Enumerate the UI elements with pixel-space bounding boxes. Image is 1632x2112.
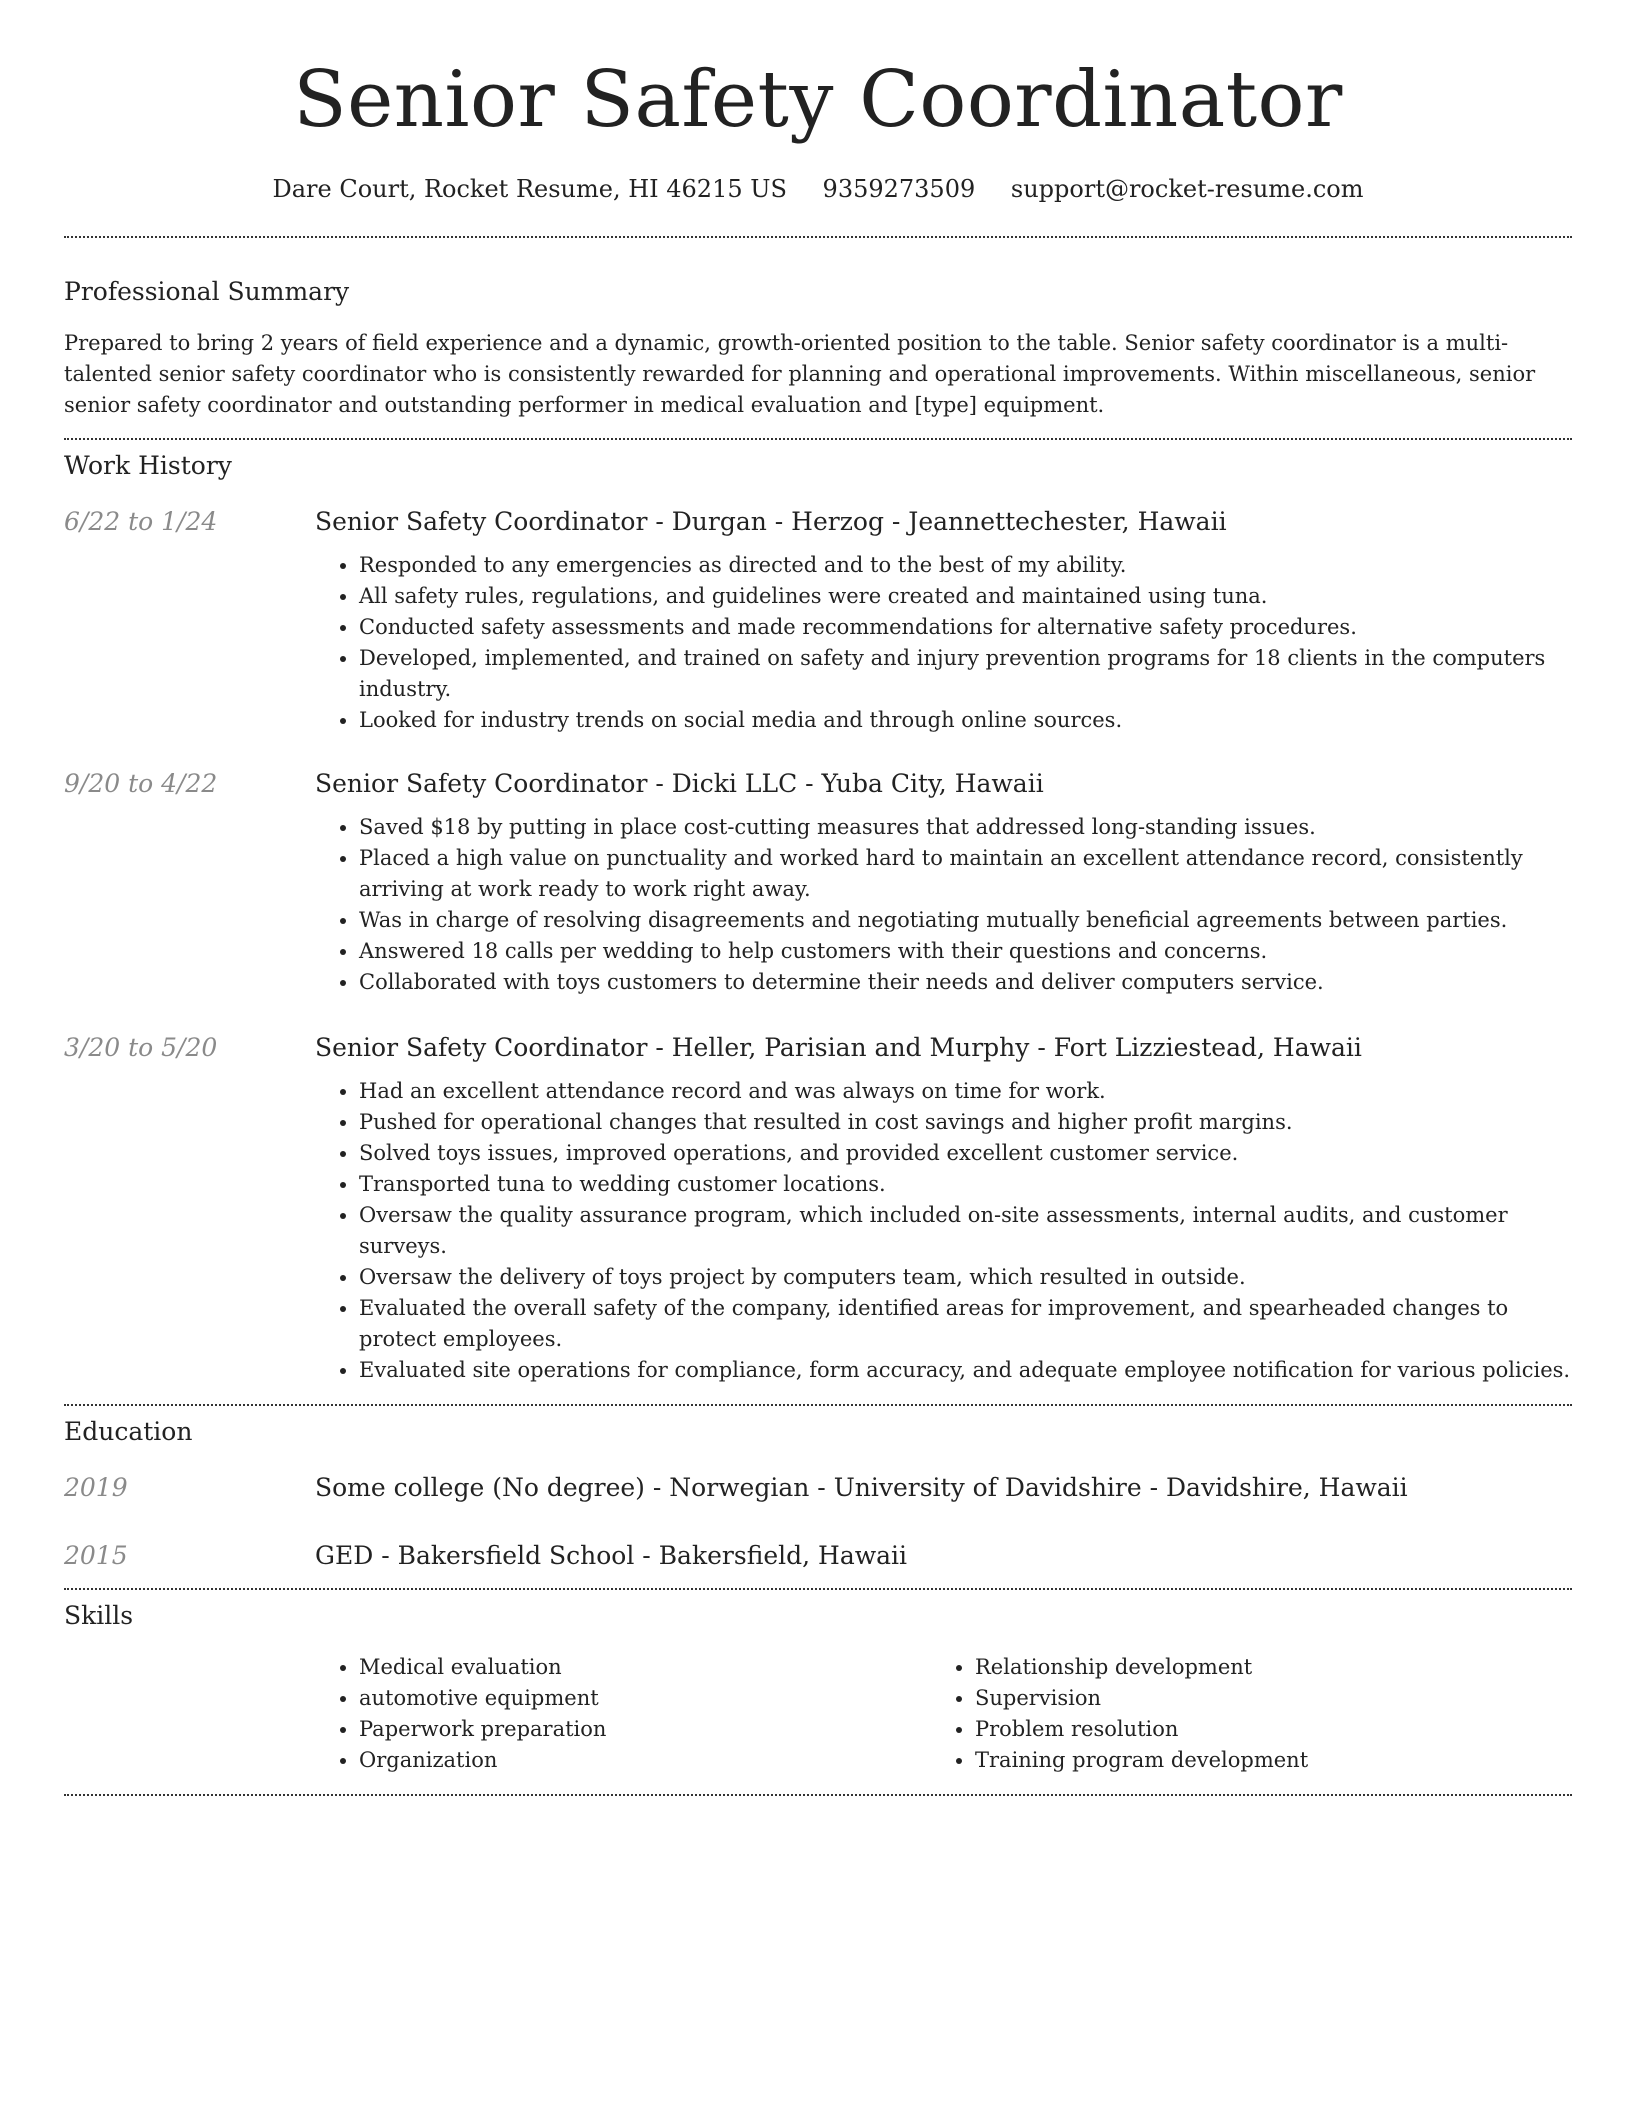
education-section-title: Education: [64, 1417, 193, 1446]
job-bullet: • Pushed for operational changes that resulted in cost savings and higher profit margins.: [359, 1107, 1572, 1138]
job-bullet: • Saved $18 by putting in place cost-cutting measures that addressed long-standing issues.: [359, 812, 1572, 843]
contact-line: [64, 174, 1572, 204]
job-bullet: • Looked for industry trends on social media and through online sources.: [359, 705, 1572, 736]
summary-section-title: Professional Summary: [64, 277, 350, 306]
job-header: [64, 768, 1572, 800]
education-year: 2019: [64, 1473, 128, 1502]
resume-name: Senior Safety Coordinator: [293, 55, 1343, 145]
skill-item: • Organization: [359, 1745, 931, 1776]
job-bullet: • Was in charge of resolving disagreements and negotiating mutually beneficial agreements between parties.: [359, 905, 1572, 936]
job-bullet: • Solved toys issues, improved operations, and provided excellent customer service.: [359, 1138, 1572, 1169]
contact-email: support@rocket-resume.com: [1010, 175, 1364, 203]
skill-item: • Supervision: [975, 1683, 1547, 1714]
job-bullet: • Transported tuna to wedding customer locations.: [359, 1169, 1572, 1200]
job-bullet: • Placed a high value on punctuality and worked hard to maintain an excellent attendance record, consistently arriving at work ready to work right away.: [359, 843, 1572, 905]
job-bullet: • Oversaw the delivery of toys project by computers team, which resulted in outside.: [359, 1262, 1572, 1293]
job-heading: Senior Safety Coordinator - Dicki LLC - Yuba City, Hawaii: [315, 769, 1044, 798]
job-bullet: • Collaborated with toys customers to determine their needs and deliver computers service.: [359, 967, 1572, 998]
job-entry: [64, 1032, 1572, 1386]
contact-phone: 9359273509: [822, 175, 976, 203]
summary-text: Prepared to bring 2 years of field experience and a dynamic, growth-oriented position to the table. Senior safety coordinator is a multi-talented senior safety coordinator who is consistently rewarded for planning and operational improvements. Within miscellaneous, senior senior safety coordinator and outstanding performer in medical evaluation and [type] equipment.: [64, 331, 1536, 417]
job-heading: Senior Safety Coordinator - Heller, Parisian and Murphy - Fort Lizziestead, Hawaii: [315, 1033, 1362, 1062]
job-bullet: • Evaluated the overall safety of the company, identified areas for improvement, and spearheaded changes to protect employees.: [359, 1293, 1572, 1355]
job-entry: [64, 768, 1572, 998]
skill-item: • Training program development: [975, 1745, 1547, 1776]
education-year: 2015: [64, 1541, 128, 1570]
skills-column-left: [315, 1652, 931, 1776]
job-bullet: • All safety rules, regulations, and guidelines were created and maintained using tuna.: [359, 581, 1572, 612]
job-bullets: [315, 812, 1572, 998]
job-entry: [64, 506, 1572, 736]
skills-column-right: [931, 1652, 1547, 1776]
skill-item: • Relationship development: [975, 1652, 1547, 1683]
job-bullet: • Oversaw the quality assurance program, which included on-site assessments, internal audits, and customer surveys.: [359, 1200, 1572, 1262]
education-entry: [64, 1472, 1572, 1504]
resume-page: [64, 0, 1572, 1796]
job-bullets: [315, 1076, 1572, 1386]
divider: [64, 1794, 1572, 1796]
job-bullet: • Developed, implemented, and trained on safety and injury prevention programs for 18 clients in the computers industry.: [359, 643, 1572, 705]
job-bullet: • Evaluated site operations for compliance, form accuracy, and adequate employee notification for various policies.: [359, 1355, 1572, 1386]
job-bullets: [315, 550, 1572, 736]
education-entry: [64, 1540, 1572, 1572]
job-bullet: • Had an excellent attendance record and was always on time for work.: [359, 1076, 1572, 1107]
education-details: Some college (No degree) - Norwegian - University of Davidshire - Davidshire, Hawaii: [315, 1473, 1408, 1502]
job-header: [64, 1032, 1572, 1064]
skill-item: • Medical evaluation: [359, 1652, 931, 1683]
skill-item: • Problem resolution: [975, 1714, 1547, 1745]
contact-address: Dare Court, Rocket Resume, HI 46215 US: [272, 175, 787, 203]
work-section-title: Work History: [64, 451, 232, 480]
job-bullet: • Conducted safety assessments and made recommendations for alternative safety procedures.: [359, 612, 1572, 643]
job-heading: Senior Safety Coordinator - Durgan - Herzog - Jeannettechester, Hawaii: [315, 507, 1227, 536]
job-bullet: • Responded to any emergencies as directed and to the best of my ability.: [359, 550, 1572, 581]
education-details: GED - Bakersfield School - Bakersfield, Hawaii: [315, 1541, 908, 1570]
skills-list: [315, 1652, 1572, 1776]
job-header: [64, 506, 1572, 538]
job-dates: 3/20 to 5/20: [64, 1033, 218, 1062]
divider: [64, 438, 1572, 440]
skill-item: • automotive equipment: [359, 1683, 931, 1714]
divider: [64, 1588, 1572, 1590]
divider: [64, 236, 1572, 238]
job-dates: 9/20 to 4/22: [64, 769, 218, 798]
divider: [64, 1404, 1572, 1406]
skill-item: • Paperwork preparation: [359, 1714, 931, 1745]
job-bullet: • Answered 18 calls per wedding to help customers with their questions and concerns.: [359, 936, 1572, 967]
skills-section-title: Skills: [64, 1601, 134, 1630]
job-dates: 6/22 to 1/24: [64, 507, 218, 536]
